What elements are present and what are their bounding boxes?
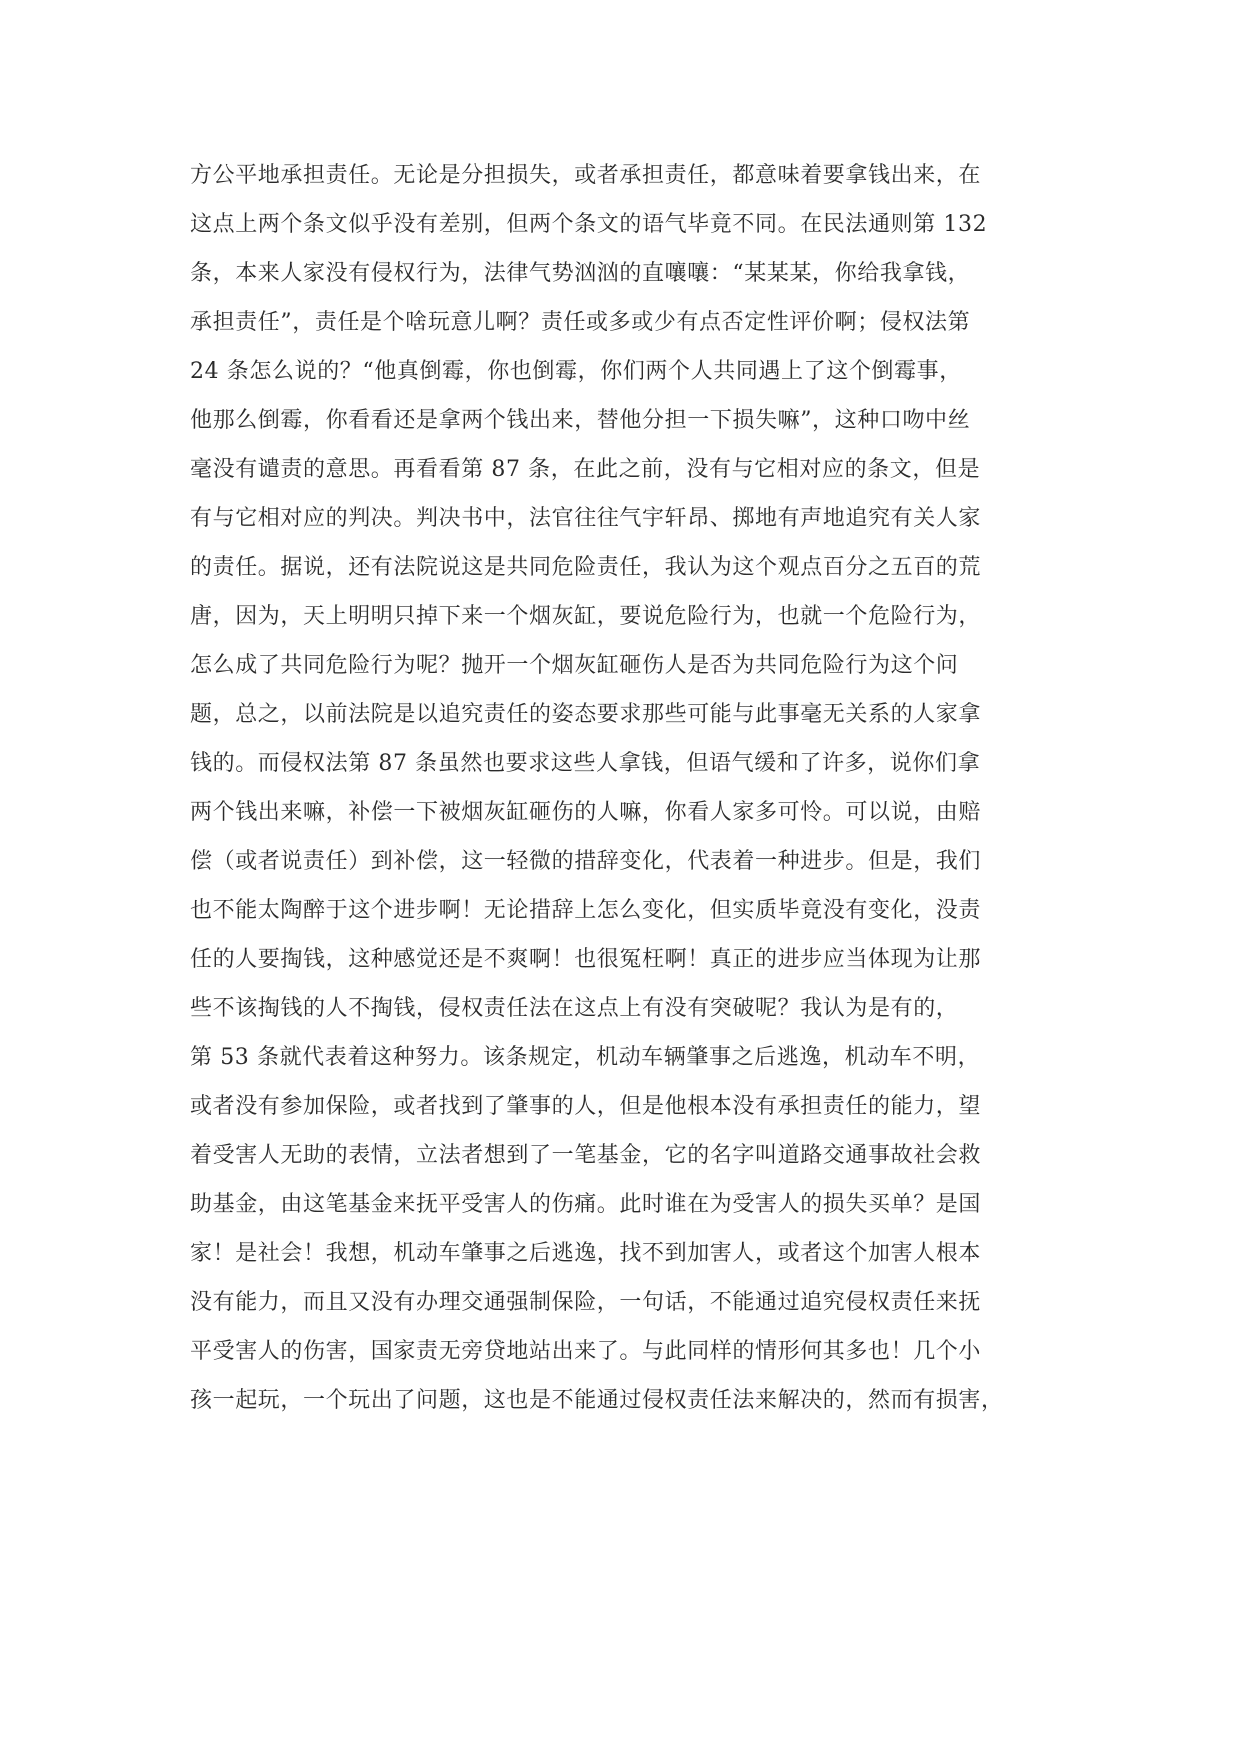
text-line: 题，总之，以前法院是以追究责任的姿态要求那些可能与此事毫无关系的人家拿 (190, 702, 982, 727)
text-line: 他那么倒霉，你看看还是拿两个钱出来，替他分担一下损失嘛”，这种口吻中丝 (190, 408, 971, 433)
text-line: 着受害人无助的表情，立法者想到了一笔基金，它的名字叫道路交通事故社会救 (190, 1143, 982, 1168)
text-line: 第 53 条就代表着这种努力。该条规定，机动车辆肇事之后逃逸，机动车不明， (190, 1045, 981, 1070)
text-line: 些不该掏钱的人不掏钱，侵权责任法在这点上有没有突破呢？我认为是有的， (190, 996, 959, 1021)
text-line: 的责任。据说，还有法院说这是共同危险责任，我认为这个观点百分之五百的荒 (190, 555, 982, 580)
text-line: 也不能太陶醉于这个进步啊！无论措辞上怎么变化，但实质毕竟没有变化，没责 (190, 898, 982, 923)
text-line: 助基金，由这笔基金来抚平受害人的伤痛。此时谁在为受害人的损失买单？是国 (190, 1192, 982, 1217)
text-line: 方公平地承担责任。无论是分担损失，或者承担责任，都意味着要拿钱出来，在 (190, 163, 982, 188)
text-line: 偿（或者说责任）到补偿，这一轻微的措辞变化，代表着一种进步。但是，我们 (190, 849, 982, 874)
text-line: 两个钱出来嘛，补偿一下被烟灰缸砸伤的人嘛，你看人家多可怜。可以说，由赔 (190, 800, 982, 825)
text-line: 任的人要掏钱，这种感觉还是不爽啊！也很冤枉啊！真正的进步应当体现为让那 (190, 947, 982, 972)
text-line: 孩一起玩，一个玩出了问题，这也是不能通过侵权责任法来解决的，然而有损害， (190, 1388, 1004, 1413)
text-line: 或者没有参加保险，或者找到了肇事的人，但是他根本没有承担责任的能力，望 (190, 1094, 982, 1119)
text-line: 24 条怎么说的？“他真倒霉，你也倒霉，你们两个人共同遇上了这个倒霉事， (190, 359, 962, 384)
body-text (190, 151, 1070, 1425)
text-line: 毫没有谴责的意思。再看看第 87 条，在此之前，没有与它相对应的条文，但是 (190, 457, 981, 482)
text-line: 没有能力，而且又没有办理交通强制保险，一句话，不能通过追究侵权责任来抚 (190, 1290, 982, 1315)
text-line: 家！是社会！我想，机动车肇事之后逃逸，找不到加害人，或者这个加害人根本 (190, 1241, 982, 1266)
text-line: 条，本来人家没有侵权行为，法律气势汹汹的直嚷嚷：“某某某，你给我拿钱， (190, 261, 971, 286)
text-line: 平受害人的伤害，国家责无旁贷地站出来了。与此同样的情形何其多也！几个小 (190, 1339, 982, 1364)
text-line: 唐，因为，天上明明只掉下来一个烟灰缸，要说危险行为，也就一个危险行为， (190, 604, 982, 629)
text-line: 怎么成了共同危险行为呢？抛开一个烟灰缸砸伤人是否为共同危险行为这个问 (190, 653, 959, 678)
text-line: 钱的。而侵权法第 87 条虽然也要求这些人拿钱，但语气缓和了许多，说你们拿 (190, 751, 981, 776)
text-line: 这点上两个条文似乎没有差别，但两个条文的语气毕竟不同。在民法通则第 132 (190, 212, 988, 237)
text-line: 承担责任”，责任是个啥玩意儿啊？责任或多或少有点否定性评价啊；侵权法第 (190, 310, 971, 335)
text-line: 有与它相对应的判决。判决书中，法官往往气宇轩昂、掷地有声地追究有关人家 (190, 506, 982, 531)
